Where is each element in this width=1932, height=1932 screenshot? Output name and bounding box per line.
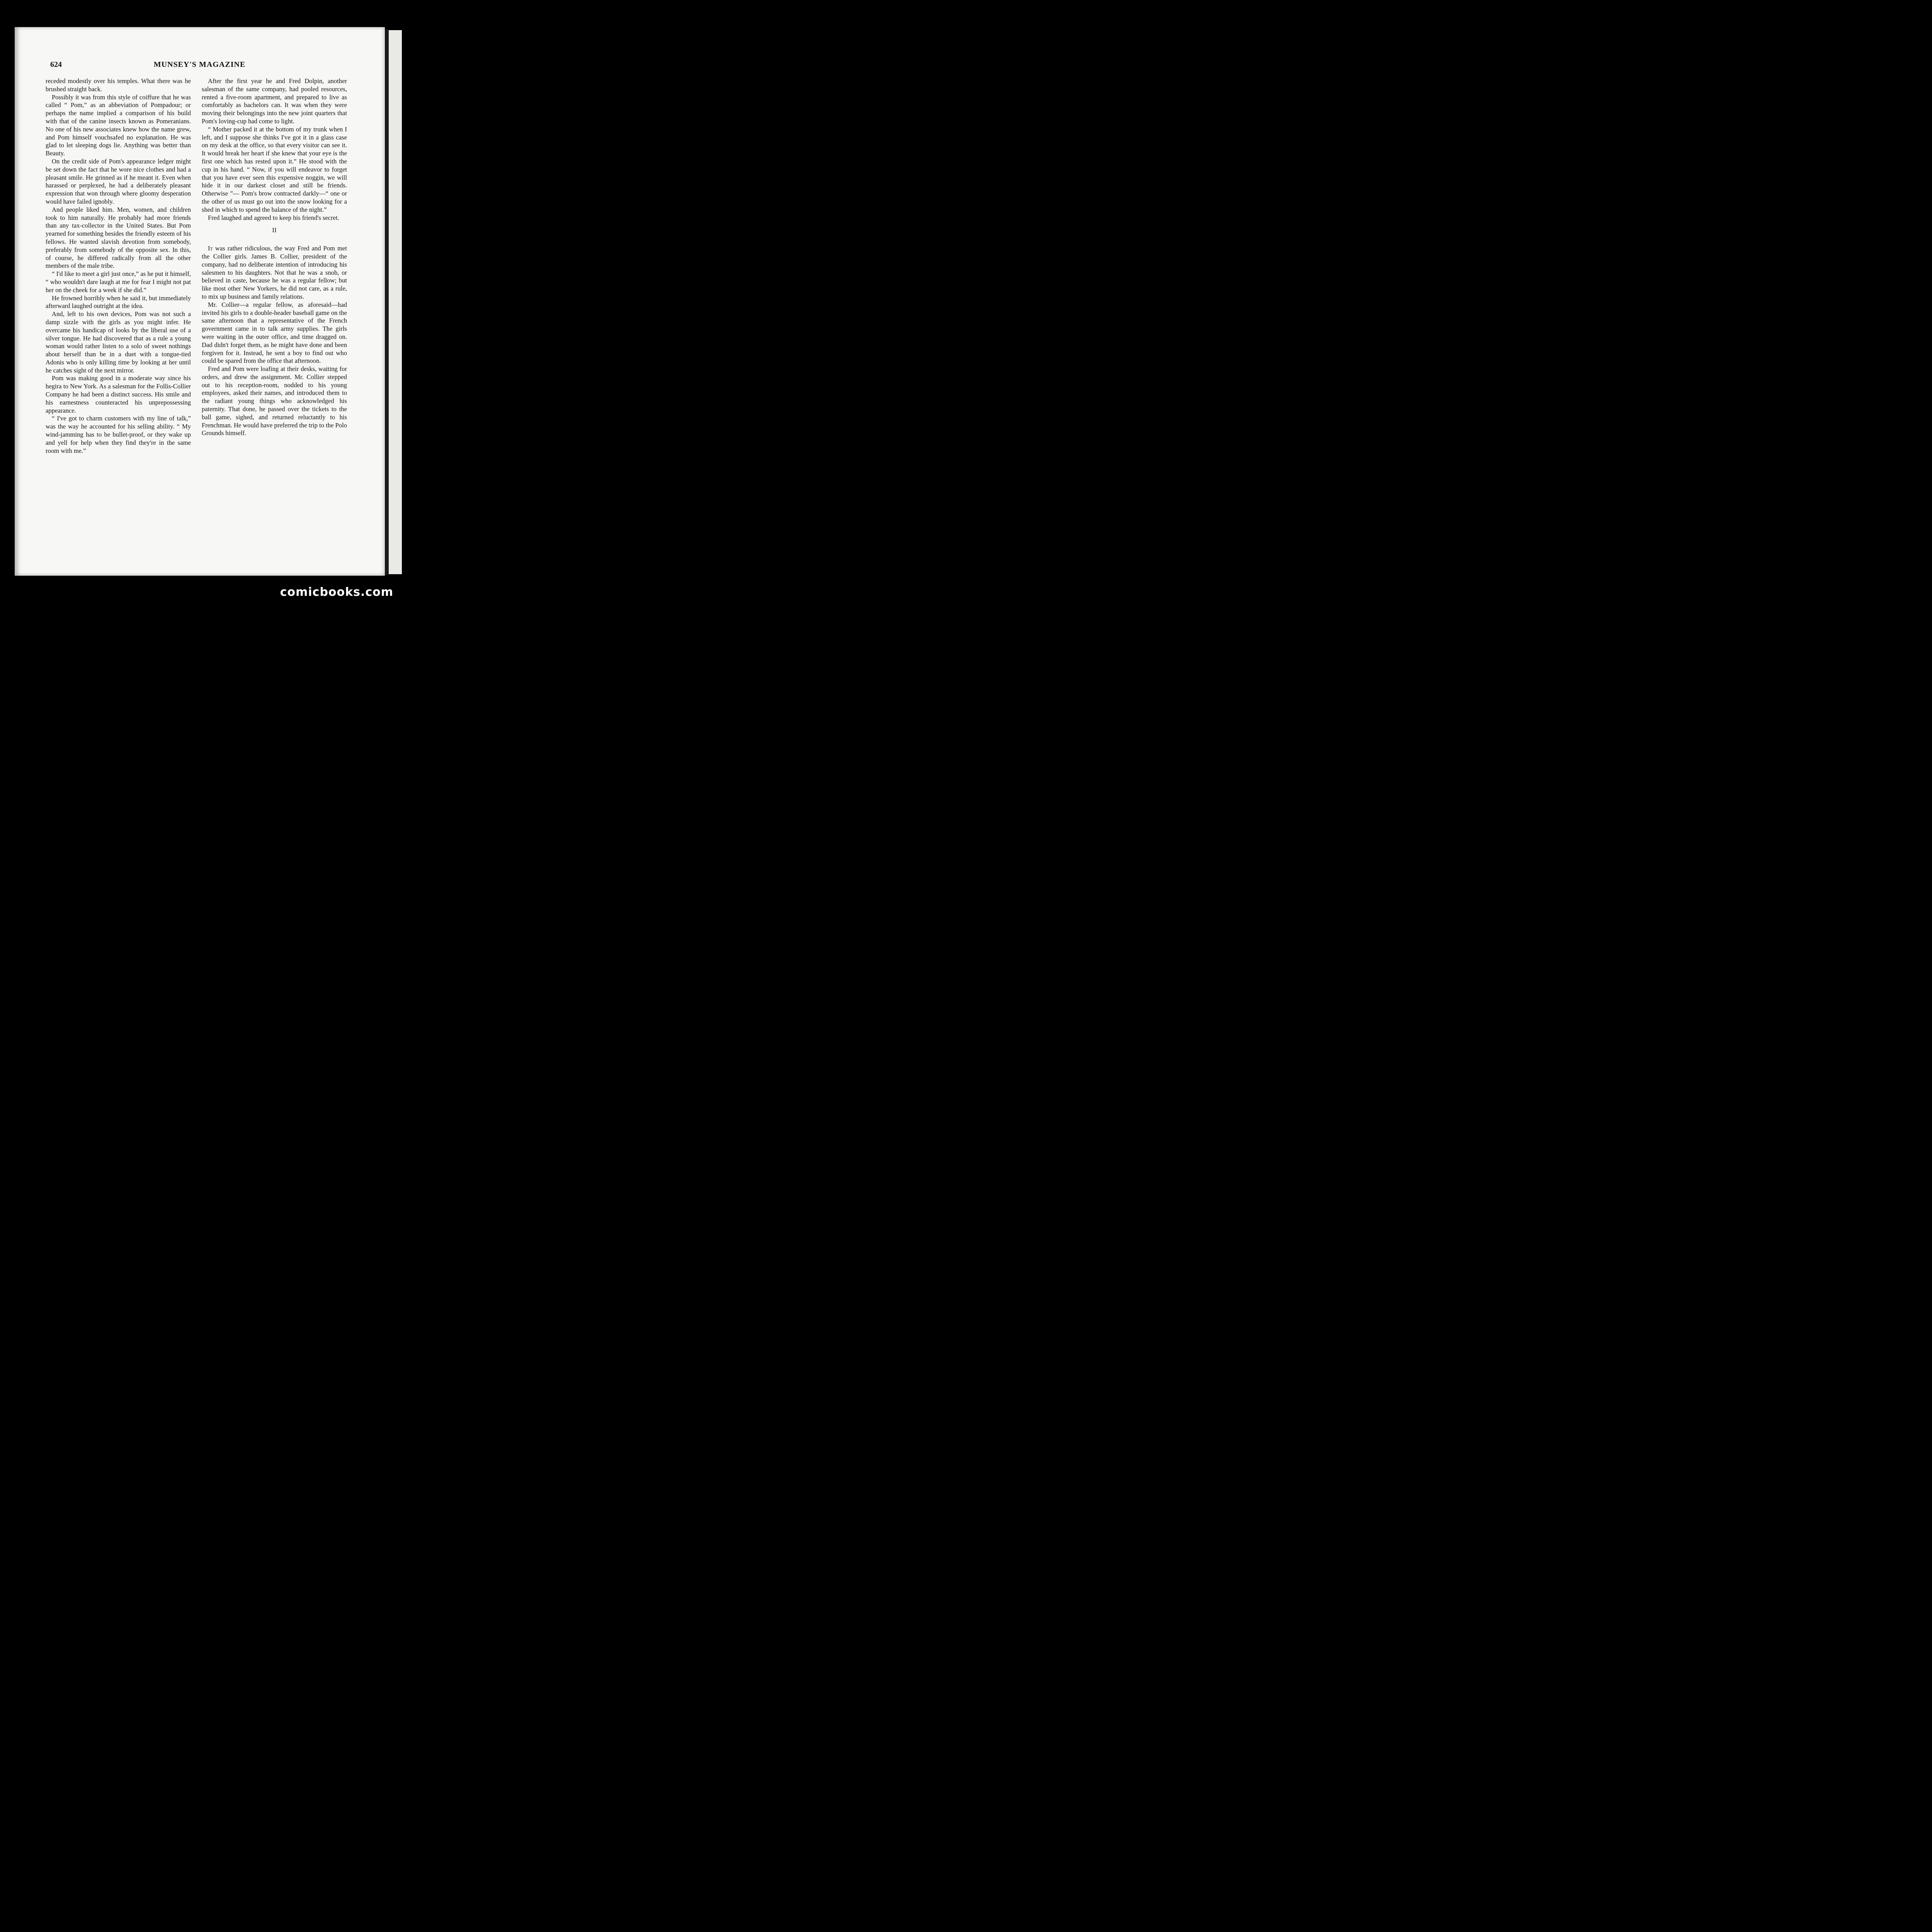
paragraph: Possibly it was from this style of coiffure that he was called “ Pom,” as an abbeviation of Pompadour; or perhaps the name implied a comparison of his build with that of the canine insects known as Pomeranians. No one of his new associates knew how the name grew, and Pom himself vouchsafed no explanation. He was glad to let sleeping dogs lie. Anything was better than Beauty.: [46, 93, 191, 157]
paragraph: receded modestly over his temples. What there was he brushed straight back.: [46, 77, 191, 93]
left-text-column: [46, 77, 191, 455]
paragraph: Mr. Collier—a regular fellow, as aforesaid—had invited his girls to a double-header baseball game on the same afternoon that a representative of the French government came in to talk army supplies. The girls were waiting in the outer office, and time dragged on. Dad didn't forget them, as he might have done and been forgiven for it. Instead, he sent a boy to find out who could be spared from the office that afternoon.: [202, 301, 347, 365]
scan-background: [0, 0, 402, 606]
section-heading: II: [272, 226, 277, 234]
right-text-column: [202, 77, 347, 437]
section-opening-word: It: [208, 245, 213, 252]
paragraph: “ I've got to charm customers with my line of talk,” was the way he accounted for his selling ability. “ My wind-jamming has to be bullet-proof, or they wake up and yell for help when they find they're in the same room with me.”: [46, 415, 191, 454]
paragraph: And, left to his own devices, Pom was not such a damp sizzle with the girls as you might infer. He overcame his handicap of looks by the liberal use of a silver tongue. He had discovered that as a rule a young woman would rather listen to a solo of sweet nothings about herself than be in a duet with a tongue-tied Adonis who is only killing time by looking at her until he catches sight of the next mirror.: [46, 310, 191, 374]
page-header: [50, 60, 349, 71]
watermark-text: comicbooks.com: [280, 585, 393, 599]
paragraph: On the credit side of Pom's appearance ledger might be set down the fact that he wore nice clothes and had a pleasant smile. He grinned as if he meant it. Even when harassed or perplexed, he had a deliberately pleasant expression that won through where gloomy desperation would have failed ignobly.: [46, 157, 191, 205]
page-edge-shadow: [385, 29, 389, 575]
paragraph: “ Mother packed it at the bottom of my trunk when I left, and I suppose she thinks I've got it in a glass case on my desk at the office, so that every visitor can see it. It would break her heart if she knew that your eye is the first one which has rested upon it.” He stood with the cup in his hand. “ Now, if you will endeavor to forget that you have ever seen this expensive noggin, we will hide it in our darkest closet and still be friends. Otherwise ”— Pom's brow contracted darkly—“ one or the other of us must go out into the snow looking for a shed in which to spend the balance of the night.”: [202, 125, 347, 213]
right-column-part2: [202, 301, 347, 438]
right-column-part1: [202, 77, 347, 222]
running-title: MUNSEY'S MAGAZINE: [153, 60, 246, 69]
paragraph: “ I'd like to meet a girl just once,” as he put it himself, “ who wouldn't dare laugh at me for fear I might not pat her on the cheek for a week if she did.”: [46, 270, 191, 294]
paragraph: Fred laughed and agreed to keep his friend's secret.: [208, 214, 339, 221]
paragraph: Pom was making good in a moderate way since his hegira to New York. As a salesman for the Follis-Collier Company he had been a distinct success. His smile and his earnestness counteracted his unprepossessing appearance.: [46, 374, 191, 414]
section-opening-paragraph: [202, 245, 347, 301]
paragraph: And people liked him. Men, women, and children took to him naturally. He probably had more friends than any tax-collector in the United States. But Pom yearned for something besides the friendly esteem of his fellows. He wanted slavish devotion from somebody, preferably from somebody of the opposite sex. In this, of course, he differed radically from all the other members of the male tribe.: [46, 206, 191, 270]
paragraph: Fred and Pom were loafing at their desks, waiting for orders, and drew the assignment. Mr. Collier stepped out to his reception-room, nodded to his young employees, asked their names, and introduced them to the radiant young things who acknowledged his paternity. That done, he passed over the tickets to the ball game, sighed, and returned reluctantly to his Frenchman. He would have preferred the trip to the Polo Grounds himself.: [202, 365, 347, 437]
paragraph: After the first year he and Fred Dolpin, another salesman of the same company, had pooled resources, rented a five-room apartment, and prepared to live as comfortably as bachelors can. It was when they were moving their belongings into the new joint quarters that Pom's loving-cup had come to light.: [202, 77, 347, 125]
section-opening-text: was rather ridiculous, the way Fred and Pom met the Collier girls. James B. Collier, president of the company, had no deliberate intention of introducing his salesmen to his daughters. Not that he was a snob, or believed in caste, because he was a regular fellow; but like most other New Yorkers, he did not care, as a rule, to mix up business and family relations.: [202, 245, 347, 300]
page-number: 624: [50, 60, 62, 69]
next-page-sliver: [389, 30, 402, 574]
paragraph: He frowned horribly when he said it, but immediately afterward laughed outright at the idea.: [46, 294, 191, 310]
